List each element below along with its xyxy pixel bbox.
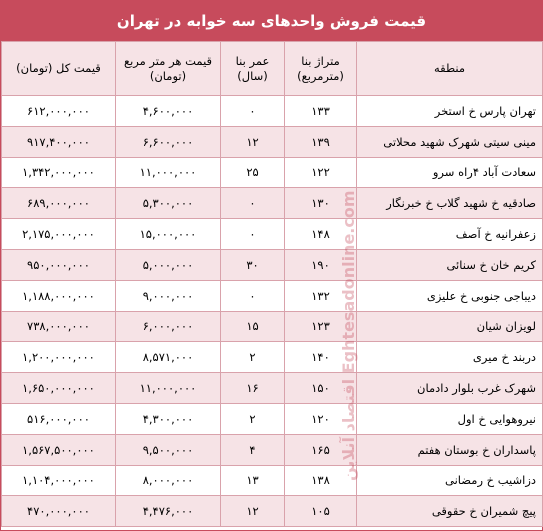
cell-price-per-meter: ۹,۵۰۰,۰۰۰ — [116, 434, 221, 465]
cell-region: تهران پارس خ استخر — [357, 96, 543, 127]
cell-age: ۴ — [221, 434, 285, 465]
cell-age: ۱۵ — [221, 311, 285, 342]
table-row — [2, 496, 543, 527]
table-row — [2, 157, 543, 188]
cell-age: ۲۵ — [221, 157, 285, 188]
cell-region: صادقیه خ شهید گلاب خ خبرنگار — [357, 188, 543, 219]
cell-region: دیباجی جنوبی خ علیزی — [357, 280, 543, 311]
cell-total-price: ۱,۳۴۲,۰۰۰,۰۰۰ — [2, 157, 116, 188]
cell-area: ۱۰۵ — [285, 496, 357, 527]
cell-total-price: ۶۸۹,۰۰۰,۰۰۰ — [2, 188, 116, 219]
cell-area: ۱۲۳ — [285, 311, 357, 342]
cell-price-per-meter: ۶,۶۰۰,۰۰۰ — [116, 126, 221, 157]
cell-region: کریم خان خ سنائی — [357, 249, 543, 280]
cell-region: مینی سیتی شهرک شهید محلاتی — [357, 126, 543, 157]
table-row — [2, 280, 543, 311]
cell-region: پیچ شمیران خ حقوقی — [357, 496, 543, 527]
cell-area: ۱۳۳ — [285, 96, 357, 127]
cell-region: زعفرانیه خ آصف — [357, 219, 543, 250]
cell-price-per-meter: ۱۱,۰۰۰,۰۰۰ — [116, 157, 221, 188]
cell-age: ۲ — [221, 403, 285, 434]
cell-age: ۱۳ — [221, 465, 285, 496]
cell-area: ۱۶۵ — [285, 434, 357, 465]
table-row — [2, 403, 543, 434]
table-row — [2, 311, 543, 342]
table-row — [2, 342, 543, 373]
cell-region: پاسداران خ بوستان هفتم — [357, 434, 543, 465]
cell-region: نیروهوایی خ اول — [357, 403, 543, 434]
header-total-price: قیمت کل (تومان) — [2, 42, 116, 96]
cell-region: دزاشیب خ رمضانی — [357, 465, 543, 496]
cell-area: ۱۹۰ — [285, 249, 357, 280]
cell-area: ۱۲۰ — [285, 403, 357, 434]
cell-price-per-meter: ۴,۳۰۰,۰۰۰ — [116, 403, 221, 434]
cell-price-per-meter: ۹,۰۰۰,۰۰۰ — [116, 280, 221, 311]
table-row — [2, 465, 543, 496]
header-price-per-meter: قیمت هر متر مربع (تومان) — [116, 42, 221, 96]
cell-price-per-meter: ۵,۳۰۰,۰۰۰ — [116, 188, 221, 219]
cell-age: ۱۲ — [221, 496, 285, 527]
cell-total-price: ۹۱۷,۴۰۰,۰۰۰ — [2, 126, 116, 157]
cell-region: لویزان شیان — [357, 311, 543, 342]
cell-total-price: ۴۷۰,۰۰۰,۰۰۰ — [2, 496, 116, 527]
cell-area: ۱۳۹ — [285, 126, 357, 157]
cell-age: ۰ — [221, 188, 285, 219]
cell-total-price: ۷۳۸,۰۰۰,۰۰۰ — [2, 311, 116, 342]
cell-total-price: ۹۵۰,۰۰۰,۰۰۰ — [2, 249, 116, 280]
header-row — [2, 42, 543, 96]
cell-age: ۱۲ — [221, 126, 285, 157]
table-row — [2, 188, 543, 219]
cell-total-price: ۵۱۶,۰۰۰,۰۰۰ — [2, 403, 116, 434]
table-row — [2, 126, 543, 157]
cell-total-price: ۱,۱۰۴,۰۰۰,۰۰۰ — [2, 465, 116, 496]
price-table — [1, 41, 543, 527]
table-title: قیمت فروش واحدهای سه خوابه در تهران — [1, 1, 542, 41]
cell-total-price: ۲,۱۷۵,۰۰۰,۰۰۰ — [2, 219, 116, 250]
cell-total-price: ۱,۶۵۰,۰۰۰,۰۰۰ — [2, 373, 116, 404]
cell-region: شهرک غرب بلوار دادمان — [357, 373, 543, 404]
cell-age: ۱۶ — [221, 373, 285, 404]
cell-price-per-meter: ۸,۵۷۱,۰۰۰ — [116, 342, 221, 373]
table-row — [2, 434, 543, 465]
table-row — [2, 219, 543, 250]
cell-price-per-meter: ۱۵,۰۰۰,۰۰۰ — [116, 219, 221, 250]
header-age: عمر بنا (سال) — [221, 42, 285, 96]
cell-total-price: ۱,۵۶۷,۵۰۰,۰۰۰ — [2, 434, 116, 465]
table-body — [2, 96, 543, 527]
table-row — [2, 96, 543, 127]
table-row — [2, 373, 543, 404]
cell-age: ۰ — [221, 280, 285, 311]
cell-price-per-meter: ۴,۶۰۰,۰۰۰ — [116, 96, 221, 127]
cell-age: ۲ — [221, 342, 285, 373]
cell-area: ۱۴۰ — [285, 342, 357, 373]
cell-area: ۱۵۰ — [285, 373, 357, 404]
watermark: اقتصاد آنلاین Eghtesadonline.com — [339, 190, 358, 481]
header-area: متراژ بنا (مترمربع) — [285, 42, 357, 96]
cell-total-price: ۱,۲۰۰,۰۰۰,۰۰۰ — [2, 342, 116, 373]
cell-region: دربند خ میری — [357, 342, 543, 373]
header-region: منطقه — [357, 42, 543, 96]
cell-area: ۱۳۲ — [285, 280, 357, 311]
cell-age: ۰ — [221, 219, 285, 250]
cell-age: ۰ — [221, 96, 285, 127]
cell-region: سعادت آباد ۴راه سرو — [357, 157, 543, 188]
cell-price-per-meter: ۶,۰۰۰,۰۰۰ — [116, 311, 221, 342]
cell-area: ۱۲۲ — [285, 157, 357, 188]
cell-total-price: ۱,۱۸۸,۰۰۰,۰۰۰ — [2, 280, 116, 311]
cell-area: ۱۳۰ — [285, 188, 357, 219]
cell-area: ۱۳۸ — [285, 465, 357, 496]
cell-price-per-meter: ۵,۰۰۰,۰۰۰ — [116, 249, 221, 280]
cell-price-per-meter: ۴,۴۷۶,۰۰۰ — [116, 496, 221, 527]
cell-age: ۳۰ — [221, 249, 285, 280]
cell-area: ۱۴۸ — [285, 219, 357, 250]
cell-total-price: ۶۱۲,۰۰۰,۰۰۰ — [2, 96, 116, 127]
cell-price-per-meter: ۱۱,۰۰۰,۰۰۰ — [116, 373, 221, 404]
cell-price-per-meter: ۸,۰۰۰,۰۰۰ — [116, 465, 221, 496]
table-row — [2, 249, 543, 280]
